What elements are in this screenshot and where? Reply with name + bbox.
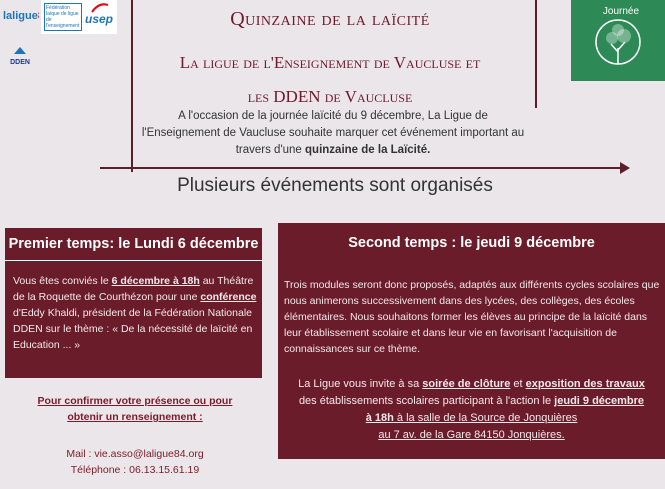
right-vertical-line	[535, 0, 537, 108]
laligue84-logo: laligue	[3, 10, 38, 22]
second-event-text: Trois modules seront donc proposés, adaptés aux différents cycles scolaires que nous animerons successivement dans des lycées, des collèges, des écoles élémentaires. Nous souhaitons former les élèves au principe de la laïcité dans leur établissement scolaire et dans leur vie en favorisant l'acquisition de connaissances sur ce thème.	[284, 279, 660, 355]
second-event-heading: Second temps : le jeudi 9 décembre	[348, 235, 595, 251]
intro-text: A l'occasion de la journée laïcité du 9 décembre, La Ligue de l'Enseignement de Vaucluse souhaite marquer cet événement important au travers d'une quinzaine de la Laïcité.	[141, 110, 525, 156]
confirm-heading: Pour confirmer votre présence ou pour obtenir un renseignement :	[37, 395, 233, 423]
first-event-heading: Premier temps: le Lundi 6 décembre	[5, 228, 262, 261]
arrow-head-icon	[620, 162, 630, 174]
contact-info	[40, 446, 230, 478]
second-event-box	[278, 223, 665, 459]
journee-laicite-logo	[571, 0, 665, 81]
contact-phone[interactable]: Téléphone : 06.13.15.61.19	[70, 464, 200, 476]
first-event-box	[5, 228, 262, 378]
ligue-enseignement-logo: Fédération laïque de ligue de l'enseignement	[44, 3, 82, 31]
tree-icon	[571, 0, 665, 81]
horizontal-arrow-line	[100, 167, 624, 169]
left-vertical-line	[131, 0, 133, 172]
venue-address: au 7 av. de la Gare 84150 Jonquières.	[378, 429, 565, 441]
usep-logo	[41, 0, 117, 34]
page-title: Quinzaine de la laïcité	[230, 8, 430, 30]
first-event-text: Vous êtes conviés le 6 décembre à 18h au Théâtre de la Roquette de Courthézon pour une conférence d'Eddy Khaldi, président de la Fédération Nationale DDEN sur le thème : « De la nécessité de laïcité en Education ... »	[13, 275, 257, 351]
page-subtitle: La ligue de l'Enseignement de Vaucluse et les DDEN de Vaucluse	[179, 53, 481, 106]
journee-text: Journée	[602, 6, 640, 17]
usep-text: usep	[85, 12, 114, 26]
dden-logo: DDEN	[4, 46, 36, 66]
contact-email[interactable]: Mail : vie.asso@laligue84.org	[66, 448, 204, 460]
closing-invitation-text: La Ligue vous invite à sa soirée de clôture et exposition des travaux des établissements scolaires participant à l'action le jeudi 9 décembre à 18h à la salle de la Source de Jonquières au 7 av. de la Gare 84150 Jonquières.	[298, 378, 645, 441]
events-heading: Plusieurs événements sont organisés	[177, 175, 493, 196]
dden-emblem-icon	[12, 46, 28, 55]
